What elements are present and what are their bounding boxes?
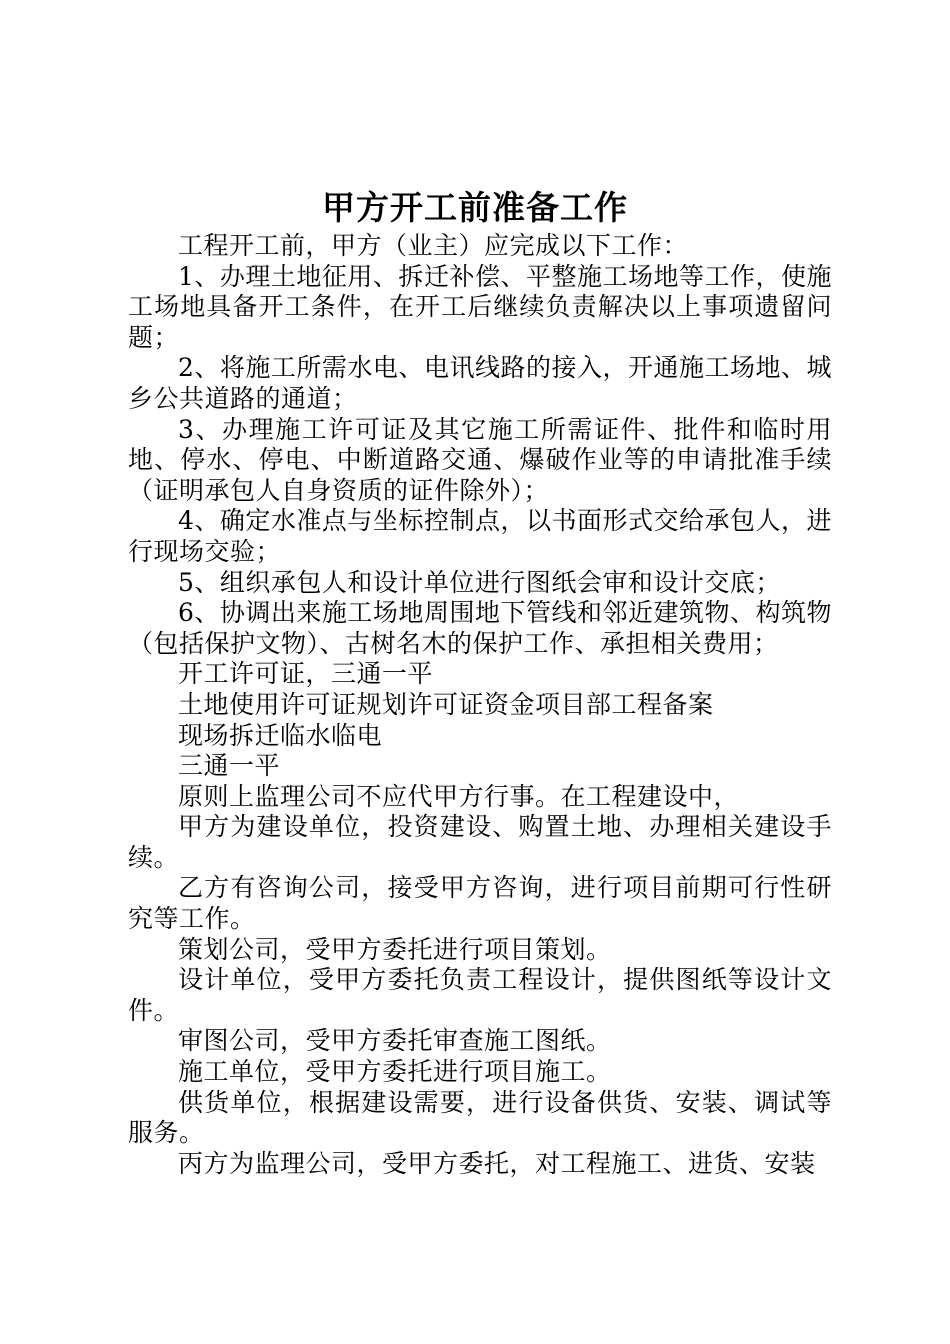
paragraph-review: 审图公司，受甲方委托审查施工图纸。 <box>178 1026 612 1056</box>
paragraph-item-3: 3、办理施工许可证及其它施工所需证件、批件和临时用地、停水、停电、中断道路交通、爆破作业等的申请批准手续（证明承包人自身资质的证件除外）； <box>128 414 832 505</box>
paragraph-party-c: 丙方为监理公司，受甲方委托，对工程施工、进货、安装 <box>178 1148 816 1178</box>
paragraph-item-5: 5、组织承包人和设计单位进行图纸会审和设计交底； <box>178 567 781 597</box>
document-body <box>128 231 832 1179</box>
paragraph-party-b: 乙方有咨询公司，接受甲方咨询，进行项目前期可行性研究等工作。 <box>128 873 832 934</box>
paragraph-note-three-one: 三通一平 <box>178 751 281 781</box>
paragraph-supplier: 供货单位，根据建设需要，进行设备供货、安装、调试等服务。 <box>128 1087 832 1148</box>
paragraph-item-1: 1、办理土地征用、拆迁补偿、平整施工场地等工作，使施工场地具备开工条件，在开工后继续负责解决以上事项遗留问题； <box>128 261 832 352</box>
paragraph-construction: 施工单位，受甲方委托进行项目施工。 <box>178 1057 612 1087</box>
paragraph-planning: 策划公司，受甲方委托进行项目策划。 <box>178 934 612 964</box>
paragraph-principle: 原则上监理公司不应代甲方行事。在工程建设中， <box>178 781 740 811</box>
paragraph-note-land: 土地使用许可证规划许可证资金项目部工程备案 <box>178 689 714 719</box>
paragraph-intro: 工程开工前，甲方（业主）应完成以下工作： <box>178 231 689 260</box>
paragraph-item-2: 2、将施工所需水电、电讯线路的接入，开通施工场地、城乡公共道路的通道； <box>128 353 832 413</box>
paragraph-party-a: 甲方为建设单位，投资建设、购置土地、办理相关建设手续。 <box>128 812 832 872</box>
document-title: 甲方开工前准备工作 <box>322 188 628 227</box>
paragraph-item-6: 6、协调出来施工场地周围地下管线和邻近建筑物、构筑物（包括保护文物）、古树名木的保护工作、承担相关费用； <box>128 598 832 658</box>
paragraph-design: 设计单位，受甲方委托负责工程设计，提供图纸等设计文件。 <box>128 965 832 1025</box>
paragraph-item-4: 4、确定水准点与坐标控制点，以书面形式交给承包人，进行现场交验； <box>128 506 832 566</box>
paragraph-note-permit: 开工许可证，三通一平 <box>178 659 434 689</box>
paragraph-note-site: 现场拆迁临水临电 <box>178 720 383 750</box>
